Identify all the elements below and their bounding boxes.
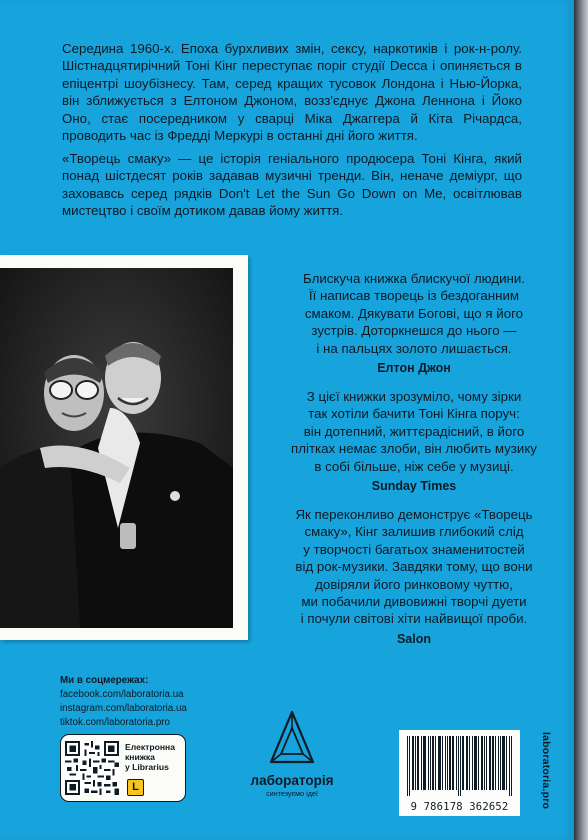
barcode-bar bbox=[503, 736, 504, 790]
barcode-bar bbox=[466, 736, 467, 790]
barcode-bar bbox=[435, 736, 436, 790]
quote-line: плітках немає злоби, він любить музику bbox=[291, 441, 537, 457]
barcode-bar bbox=[476, 736, 477, 790]
quote-author: Елтон Джон bbox=[377, 361, 451, 376]
barcode-bar bbox=[469, 736, 470, 790]
barcode-bar bbox=[453, 736, 454, 790]
barcode-bar bbox=[445, 736, 446, 790]
ebook-label bbox=[125, 742, 183, 772]
barcode-bar bbox=[417, 736, 418, 790]
ebook-line-1: Електронна bbox=[125, 742, 176, 752]
publisher-block bbox=[232, 710, 352, 798]
barcode-bar bbox=[425, 736, 426, 790]
barcode-bar bbox=[450, 736, 451, 790]
quote-line: смаком. Дякувати Богові, що я його bbox=[304, 305, 524, 321]
librarius-logo-icon: L bbox=[127, 779, 144, 796]
facebook-link[interactable]: facebook.com/laboratoria.ua bbox=[60, 689, 184, 700]
quote-line: у творчості багатьох знаменитостей bbox=[303, 541, 525, 557]
barcode-bar bbox=[442, 736, 443, 790]
barcode-bar bbox=[511, 736, 512, 796]
barcode-bar bbox=[475, 736, 476, 790]
website-url[interactable]: laboratoria.pro bbox=[540, 732, 552, 810]
black-and-white-photo bbox=[0, 268, 233, 628]
barcode-bar bbox=[449, 736, 450, 790]
quote-line: З цієї книжки зрозуміло, чому зірки bbox=[306, 389, 522, 404]
barcode-bar bbox=[482, 736, 483, 790]
barcode-bar bbox=[412, 736, 413, 790]
review-quote-2 bbox=[268, 388, 560, 495]
ebook-line-3: у Librarius bbox=[125, 762, 169, 772]
quote-line: Блискуча книжка блискучої людини. bbox=[303, 271, 525, 286]
quote-line: в собі більше, ніж себе у музиці. bbox=[314, 458, 514, 474]
quote-line: ми побачили дивовижні творчі дуети bbox=[301, 594, 527, 610]
barcode-bar bbox=[492, 736, 493, 790]
barcode-bar bbox=[439, 736, 440, 790]
quote-author: Salon bbox=[396, 631, 432, 646]
barcode-bar bbox=[467, 736, 468, 790]
barcode-bar bbox=[506, 736, 507, 790]
barcode-bar bbox=[463, 736, 464, 790]
publisher-tagline: синтезуємо ідеї bbox=[266, 789, 318, 798]
barcode-bar bbox=[481, 736, 482, 790]
barcode-bar bbox=[421, 736, 422, 790]
barcode-bar bbox=[458, 736, 459, 796]
barcode-bar bbox=[452, 736, 453, 790]
barcode-bar bbox=[432, 736, 433, 790]
social-links bbox=[60, 674, 187, 730]
quote-line: смаку», Кінг залишив глибокий слід bbox=[304, 524, 524, 540]
ebook-promo[interactable] bbox=[60, 734, 186, 802]
barcode-bar bbox=[415, 736, 416, 790]
review-quote-1 bbox=[268, 270, 560, 377]
barcode-bar bbox=[430, 736, 431, 790]
barcode-bar bbox=[509, 736, 510, 796]
barcode-bar bbox=[486, 736, 487, 790]
quote-line: Її написав творець із бездоганним bbox=[308, 288, 520, 304]
quote-line: зустрів. Доторкнешся до нього — bbox=[311, 323, 517, 339]
barcode-bar bbox=[440, 736, 441, 790]
barcode-bar bbox=[418, 736, 419, 790]
barcode-bar bbox=[438, 736, 439, 790]
barcode-bar bbox=[456, 736, 457, 790]
quote-line: довіряли його ринковому чуттю, bbox=[315, 576, 513, 592]
quote-line: так хотіли бачити Тоні Кінга поруч: bbox=[308, 406, 520, 422]
publisher-logo-icon bbox=[269, 710, 315, 766]
barcode-bar bbox=[478, 736, 479, 790]
qr-code-icon[interactable] bbox=[65, 741, 119, 795]
ebook-line-2: книжка bbox=[125, 752, 155, 762]
isbn-number: 9 786178 362652 bbox=[410, 801, 509, 813]
barcode-bar bbox=[409, 736, 410, 796]
barcode-bar bbox=[490, 736, 491, 790]
barcode-bar bbox=[413, 736, 414, 790]
barcode-bar bbox=[423, 736, 424, 790]
quote-line: і на пальцях золото лишається. bbox=[316, 340, 512, 356]
barcode-bar bbox=[498, 736, 499, 790]
quote-line: Як переконливо демонструє «Творець bbox=[295, 507, 533, 522]
barcode-bar bbox=[462, 736, 463, 790]
barcode-bar bbox=[433, 736, 434, 790]
barcode-bar bbox=[424, 736, 425, 790]
synopsis-paragraph-1: Середина 1960-х. Епоха бурхливих змін, сексу, наркотиків і рок-н-ролу. Шістнадцятирічний Тоні Кінг переступає поріг студії Decca і опиняється в епіцентрі шоубізнесу. Там, серед кращих тусовок Лондона і Нью-Йорка, він зближується з Елтоном Джоном, возз'єднує Джона Леннона і Йоко Оно, стає посередником у сварці Міка Джаггера й Кіта Річардса, проводить час із Фредді Меркурі в останні дні його життя. bbox=[62, 41, 522, 144]
synopsis-paragraph-2: «Творець смаку» — це історія геніального продюсера Тоні Кінга, який понад шістдесят років задавав музичні тренди. Він, неначе деміург, що заховавсь серед рядків Don't Let the Sun Go Down on Me, освітлював мистецтво і своїм дотиком давав йому життя. bbox=[62, 151, 522, 219]
barcode-bar bbox=[472, 736, 473, 790]
quote-line: він дотепний, життєрадісний, в його bbox=[303, 423, 525, 439]
quote-line: від рок-музики. Завдяки тому, що вони bbox=[295, 559, 533, 575]
barcode-bar bbox=[447, 736, 448, 790]
barcode-bar bbox=[489, 736, 490, 790]
barcode-bar bbox=[495, 736, 496, 790]
social-heading: Ми в соцмережах: bbox=[60, 675, 149, 686]
barcode bbox=[399, 730, 520, 816]
publisher-name: лабораторія bbox=[250, 773, 334, 788]
barcode-bar bbox=[484, 736, 485, 790]
photo-frame bbox=[0, 255, 248, 640]
barcode-bar bbox=[407, 736, 408, 796]
barcode-bar bbox=[493, 736, 494, 790]
barcode-bar bbox=[500, 736, 501, 790]
tiktok-link[interactable]: tiktok.com/laboratoria.pro bbox=[60, 717, 170, 728]
barcode-bar bbox=[474, 736, 475, 790]
barcode-bars bbox=[405, 736, 514, 796]
quote-author: Sunday Times bbox=[371, 479, 457, 494]
barcode-bar bbox=[504, 736, 505, 790]
barcode-bar bbox=[460, 736, 461, 796]
barcode-bar bbox=[502, 736, 503, 790]
instagram-link[interactable]: instagram.com/laboratoria.ua bbox=[60, 703, 187, 714]
book-edge bbox=[574, 0, 588, 840]
photo-illustration bbox=[0, 268, 233, 628]
barcode-bar bbox=[428, 736, 429, 790]
quote-line: і почули світові хіти найвищої проби. bbox=[300, 611, 528, 627]
review-quote-3 bbox=[268, 506, 560, 648]
